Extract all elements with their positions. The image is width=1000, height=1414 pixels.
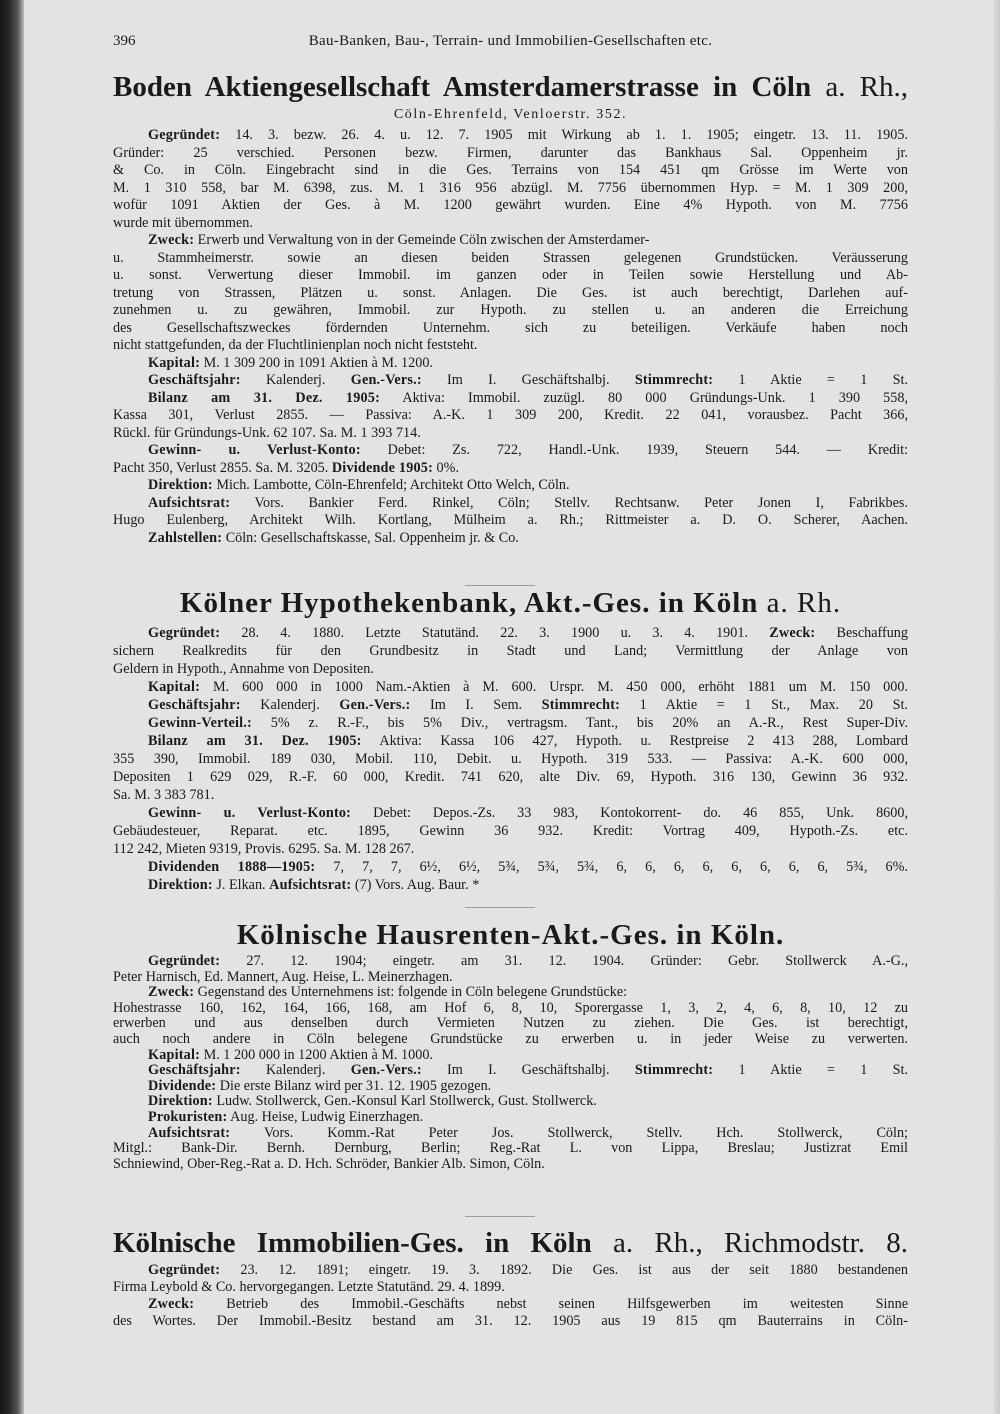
- text-line: wofür 1091 Aktien der Ges. à M. 1200 gewährt wurden. Eine 4% Hypoth. von M. 7756: [113, 197, 908, 213]
- text-line: zunehmen u. zu gewähren, Immobil. zur Hypoth. zu stellen u. an anderen die Erreichung: [113, 302, 908, 318]
- paragraph: [113, 232, 908, 355]
- text-line: Kassa 301, Verlust 2855. — Passiva: A.-K. 1 309 200, Kredit. 22 041, vorausbez. Pacht 366,: [113, 407, 908, 423]
- paragraph: [113, 442, 908, 477]
- paragraph: [113, 678, 908, 696]
- text-line: wurde mit übernommen.: [113, 214, 253, 231]
- paragraph: [113, 732, 908, 804]
- field-label: Stimmrecht:: [634, 1063, 714, 1079]
- section-body-koelnische-hausrenten: [113, 954, 908, 1172]
- field-label: Gegründet:: [148, 1262, 221, 1278]
- paragraph: [113, 495, 908, 530]
- text-line: Aufsichtsrat: Vors. Bankier Ferd. Rinkel, Cöln; Stellv. Rechtsanw. Peter Jonen I, Fabrikbes.: [148, 494, 908, 511]
- text-line: Hohestrasse 160, 162, 164, 166, 168, am Hof 6, 8, 10, Sporergasse 1, 3, 2, 4, 6, 8, 10, 12 zu: [113, 1000, 908, 1016]
- paragraph: [113, 477, 908, 495]
- paragraph: [113, 127, 908, 232]
- field-label: Zweck:: [769, 625, 816, 641]
- text-line: Zahlstellen: Cöln: Gesellschaftskasse, Sal. Oppenheim jr. & Co.: [148, 529, 519, 546]
- field-label: Gegründet:: [148, 954, 221, 969]
- section-title-boden: [113, 70, 908, 104]
- text-line: nicht stattgefunden, da der Fluchtlinienplan noch nicht feststeht.: [113, 337, 478, 353]
- field-label: Geschäftsjahr:: [148, 697, 241, 713]
- field-label: Gewinn- u. Verlust-Konto:: [148, 442, 361, 458]
- paragraph: [113, 1126, 908, 1173]
- field-label: Gewinn- u. Verlust-Konto:: [148, 805, 352, 821]
- company-name: Boden Aktiengesellschaft Amsterdamerstrasse in Cöln: [113, 71, 812, 103]
- text-line: & Co. in Cöln. Eingebracht sind in die Ges. Terrains von 154 451 qm Grösse im Werte von: [113, 162, 908, 178]
- field-label: Aufsichtsrat:: [269, 877, 352, 893]
- text-line: 112 242, Mieten 9319, Provis. 6295. Sa. M. 128 267.: [113, 841, 415, 857]
- paragraph: [113, 696, 908, 714]
- field-label: Gen.-Vers.:: [339, 697, 411, 713]
- text-line: Geschäftsjahr: Kalenderj. Gen.-Vers.: Im I. Geschäftshalbj. Stimmrecht: 1 Aktie = 1 St.: [148, 372, 908, 388]
- field-label: Aufsichtsrat:: [148, 1125, 231, 1141]
- field-label: Direktion:: [148, 1094, 213, 1110]
- section-body-koelnische-immobilien: [113, 1262, 908, 1330]
- paragraph: [113, 390, 908, 443]
- text-line: M. 1 310 558, bar M. 6398, zus. M. 1 316 956 abzügl. M. 7756 übernommen Hyp. = M. 1 309 200,: [113, 179, 908, 196]
- field-label: Dividende:: [148, 1078, 217, 1094]
- text-line: Direktion: Ludw. Stollwerck, Gen.-Konsul Karl Stollwerck, Gust. Stollwerck.: [148, 1094, 597, 1110]
- text-line: Gewinn- u. Verlust-Konto: Debet: Zs. 722, Handl.-Unk. 1939, Steuern 544. — Kredit:: [148, 442, 908, 458]
- text-line: Pacht 350, Verlust 2855. Sa. M. 3205. Dividende 1905: 0%.: [113, 459, 460, 476]
- field-label: Stimmrecht:: [541, 697, 621, 713]
- text-line: Gebäudesteuer, Reparat. etc. 1895, Gewinn 36 932. Kredit: Vortrag 409, Hypoth.-Zs. etc.: [113, 823, 908, 839]
- paragraph: [113, 1094, 908, 1110]
- text-line: auch noch andere in Cöln belegene Grundstücke zu erwerben u. in jeder Weise zu verwerten.: [113, 1031, 908, 1047]
- text-line: Peter Harnisch, Ed. Mannert, Aug. Heise, L. Meinerzhagen.: [113, 969, 453, 985]
- section-title-koelnische-hausrenten: [113, 918, 908, 952]
- text-line: sichern Realkredits für den Grundbesitz in Stadt und Land; Vermittlung der Anlage von: [113, 643, 908, 659]
- text-line: Direktion: J. Elkan. Aufsichtsrat: (7) Vors. Aug. Baur. *: [148, 877, 480, 893]
- field-label: Zweck:: [148, 1296, 195, 1312]
- text-line: Prokuristen: Aug. Heise, Ludwig Einerzhagen.: [148, 1109, 424, 1125]
- text-line: Kapital: M. 1 309 200 in 1091 Aktien à M. 1200.: [148, 354, 433, 371]
- section-divider: [465, 907, 535, 908]
- field-label: Gen.-Vers.:: [350, 372, 422, 388]
- text-line: erwerben und aus denselben durch Vermieten Nutzen zu ziehen. Die Ges. ist berechtigt,: [113, 1016, 908, 1032]
- section-subtitle-address: Cöln-Ehrenfeld, Venloerstr. 352.: [393, 107, 628, 122]
- text-line: Kapital: M. 600 000 in 1000 Nam.-Aktien à M. 600. Urspr. M. 450 000, erhöht 1881 um M. 150 000.: [148, 679, 908, 695]
- text-line: Gegründet: 28. 4. 1880. Letzte Statutänd. 22. 3. 1900 u. 3. 4. 1901. Zweck: Beschaffung: [148, 625, 908, 641]
- paragraph: [113, 1048, 908, 1064]
- title-location-suffix: a. Rh., Richmodstr. 8.: [591, 1227, 908, 1259]
- scan-edge-right: [994, 0, 1000, 1414]
- text-line: Gegründet: 27. 12. 1904; eingetr. am 31. 12. 1904. Gründer: Gebr. Stollwerck A.-G.,: [148, 954, 908, 969]
- title-location-suffix: a. Rh.,: [811, 71, 908, 103]
- field-label: Kapital:: [148, 679, 201, 695]
- paragraph: [113, 1296, 908, 1330]
- text-line: Gegründet: 23. 12. 1891; eingetr. 19. 3. 1892. Die Ges. ist aus der seit 1880 bestandenen: [148, 1262, 908, 1278]
- text-line: Depositen 1 629 029, R.-F. 60 000, Kredit. 741 620, alte Div. 69, Hypoth. 316 130, Gewinn 36 932.: [113, 769, 908, 785]
- field-label: Stimmrecht:: [634, 372, 714, 388]
- running-title: Bau-Banken, Bau-, Terrain- und Immobilien-Gesellschaften etc.: [308, 33, 713, 49]
- text-line: Rückl. für Gründungs-Unk. 62 107. Sa. M. 1 393 714.: [113, 424, 421, 441]
- field-label: Zahlstellen:: [148, 529, 223, 546]
- section-body-koelner-hypothekenbank: [113, 624, 908, 894]
- field-label: Direktion:: [148, 477, 213, 493]
- text-line: tretung von Strassen, Plätzen u. sonst. Anlagen. Die Ges. ist auch berechtigt, Darlehen auf-: [113, 284, 908, 301]
- paragraph: [113, 804, 908, 858]
- field-label: Dividende 1905:: [331, 459, 433, 476]
- field-label: Dividenden 1888—1905:: [148, 859, 316, 875]
- paragraph: [113, 954, 908, 985]
- text-line: Gewinn-Verteil.: 5% z. R.-F., bis 5% Div., vertragsm. Tant., bis 20% an A.-R., Rest Super-Div.: [148, 715, 908, 731]
- text-line: 355 390, Immobil. 189 030, Mobil. 110, Debit. u. Hypoth. 319 533. — Passiva: A.-K. 600 000,: [113, 751, 908, 767]
- field-label: Kapital:: [148, 354, 201, 371]
- text-line: Geschäftsjahr: Kalenderj. Gen.-Vers.: Im I. Geschäftshalbj. Stimmrecht: 1 Aktie = 1 St.: [148, 1063, 908, 1079]
- field-label: Bilanz am 31. Dez. 1905:: [148, 389, 381, 406]
- paragraph: [113, 1079, 908, 1095]
- field-label: Geschäftsjahr:: [148, 1063, 241, 1079]
- field-label: Aufsichtsrat:: [148, 494, 231, 511]
- field-label: Geschäftsjahr:: [148, 372, 241, 388]
- text-line: Mitgl.: Bank-Dir. Bernh. Dernburg, Berlin; Reg.-Rat L. von Lippa, Breslau; Justizrat Emil: [113, 1141, 908, 1157]
- paragraph: [113, 876, 908, 894]
- text-line: u. sonst. Verwertung dieser Immobil. im ganzen oder in Teilen sowie Herstellung und Ab-: [113, 267, 908, 283]
- text-line: u. Stammheimerstr. sowie an diesen beiden Strassen gelegenen Grundstücken. Veräusserung: [113, 249, 908, 266]
- title-location-suffix: a. Rh.: [758, 587, 842, 619]
- text-line: Geldern in Hypoth., Annahme von Depositen.: [113, 661, 374, 677]
- text-line: Dividende: Die erste Bilanz wird per 31. 12. 1905 gezogen.: [148, 1078, 492, 1094]
- paragraph: [113, 372, 908, 390]
- section-body-boden: [113, 127, 908, 547]
- field-label: Gegründet:: [148, 127, 221, 143]
- paragraph: [113, 530, 908, 548]
- text-line: Bilanz am 31. Dez. 1905: Aktiva: Immobil. zuzügl. 80 000 Gründungs-Unk. 1 390 558,: [148, 389, 908, 406]
- text-line: Bilanz am 31. Dez. 1905: Aktiva: Kassa 106 427, Hypoth. u. Restpreise 2 413 288, Lombard: [148, 733, 908, 749]
- page-header: [113, 33, 908, 53]
- text-line: Gewinn- u. Verlust-Konto: Debet: Depos.-Zs. 33 983, Kontokorrent- do. 46 855, Unk. 8600,: [148, 805, 908, 821]
- text-line: Firma Leybold & Co. hervorgegangen. Letzte Statutänd. 29. 4. 1899.: [113, 1279, 505, 1295]
- text-line: Kapital: M. 1 200 000 in 1200 Aktien à M. 1000.: [148, 1047, 433, 1063]
- text-line: Dividenden 1888—1905: 7, 7, 7, 6½, 6½, 5¾, 5¾, 5¾, 6, 6, 6, 6, 6, 6, 6, 6, 5¾, 6%.: [148, 859, 908, 875]
- field-label: Zweck:: [148, 232, 195, 248]
- field-label: Kapital:: [148, 1047, 201, 1063]
- paragraph: [113, 714, 908, 732]
- text-line: des Gesellschaftszweckes fördernden Unternehm. sich zu beteiligen. Verkäufe haben noch: [113, 319, 908, 336]
- text-line: Hugo Eulenberg, Architekt Wilh. Kortlang, Mülheim a. Rh.; Rittmeister a. D. O. Scherer, Aachen.: [113, 512, 908, 528]
- section-title-koelnische-immobilien: [113, 1226, 908, 1260]
- text-line: Schniewind, Ober-Reg.-Rat a. D. Hch. Schröder, Bankier Alb. Simon, Cöln.: [113, 1156, 545, 1172]
- text-line: des Wortes. Der Immobil.-Besitz bestand am 31. 12. 1905 aus 19 815 qm Bauterrains in Cöln-: [113, 1313, 908, 1329]
- paragraph: [113, 1262, 908, 1296]
- section-divider: [465, 1216, 535, 1217]
- paragraph: [113, 1110, 908, 1126]
- field-label: Gewinn-Verteil.:: [148, 715, 252, 731]
- text-line: Gegründet: 14. 3. bezw. 26. 4. u. 12. 7. 1905 mit Wirkung ab 1. 1. 1905; eingetr. 13. 11. 1905.: [148, 127, 908, 143]
- text-line: Gründer: 25 verschied. Personen bezw. Firmen, darunter das Bankhaus Sal. Oppenheim jr.: [113, 144, 908, 161]
- field-label: Direktion:: [148, 877, 213, 893]
- text-line: Zweck: Erwerb und Verwaltung von in der Gemeinde Cöln zwischen der Amsterdamer-: [148, 232, 650, 248]
- text-line: Aufsichtsrat: Vors. Komm.-Rat Peter Jos. Stollwerck, Stellv. Hch. Stollwerck, Cöln;: [148, 1125, 908, 1141]
- paragraph: [113, 624, 908, 678]
- text-line: Zweck: Betrieb des Immobil.-Geschäfts nebst seinen Hilfsgewerben im weitesten Sinne: [148, 1296, 908, 1312]
- company-name: Kölner Hypothekenbank, Akt.-Ges. in Köln: [179, 587, 759, 619]
- section-title-koelner-hypothekenbank: [113, 586, 908, 620]
- page-number: 396: [113, 33, 136, 49]
- text-line: Direktion: Mich. Lambotte, Cöln-Ehrenfeld; Architekt Otto Welch, Cöln.: [148, 477, 570, 493]
- text-line: Geschäftsjahr: Kalenderj. Gen.-Vers.: Im I. Sem. Stimmrecht: 1 Aktie = 1 St., Max. 20 St.: [148, 697, 908, 713]
- paragraph: [113, 985, 908, 1047]
- text-line: Sa. M. 3 383 781.: [113, 787, 215, 803]
- paragraph: [113, 858, 908, 876]
- field-label: Prokuristen:: [148, 1109, 228, 1125]
- paragraph: [113, 355, 908, 373]
- text-line: Zweck: Gegenstand des Unternehmens ist: folgende in Cöln belegene Grundstücke:: [148, 985, 628, 1001]
- paragraph: [113, 1063, 908, 1079]
- field-label: Gegründet:: [148, 625, 221, 641]
- field-label: Zweck:: [148, 985, 195, 1001]
- company-name: Kölnische Hausrenten-Akt.-Ges. in Köln.: [236, 919, 785, 951]
- field-label: Bilanz am 31. Dez. 1905:: [148, 733, 362, 749]
- field-label: Gen.-Vers.:: [350, 1063, 422, 1079]
- company-name: Kölnische Immobilien-Ges. in Köln: [113, 1227, 592, 1259]
- scan-edge-shadow: [0, 0, 24, 1414]
